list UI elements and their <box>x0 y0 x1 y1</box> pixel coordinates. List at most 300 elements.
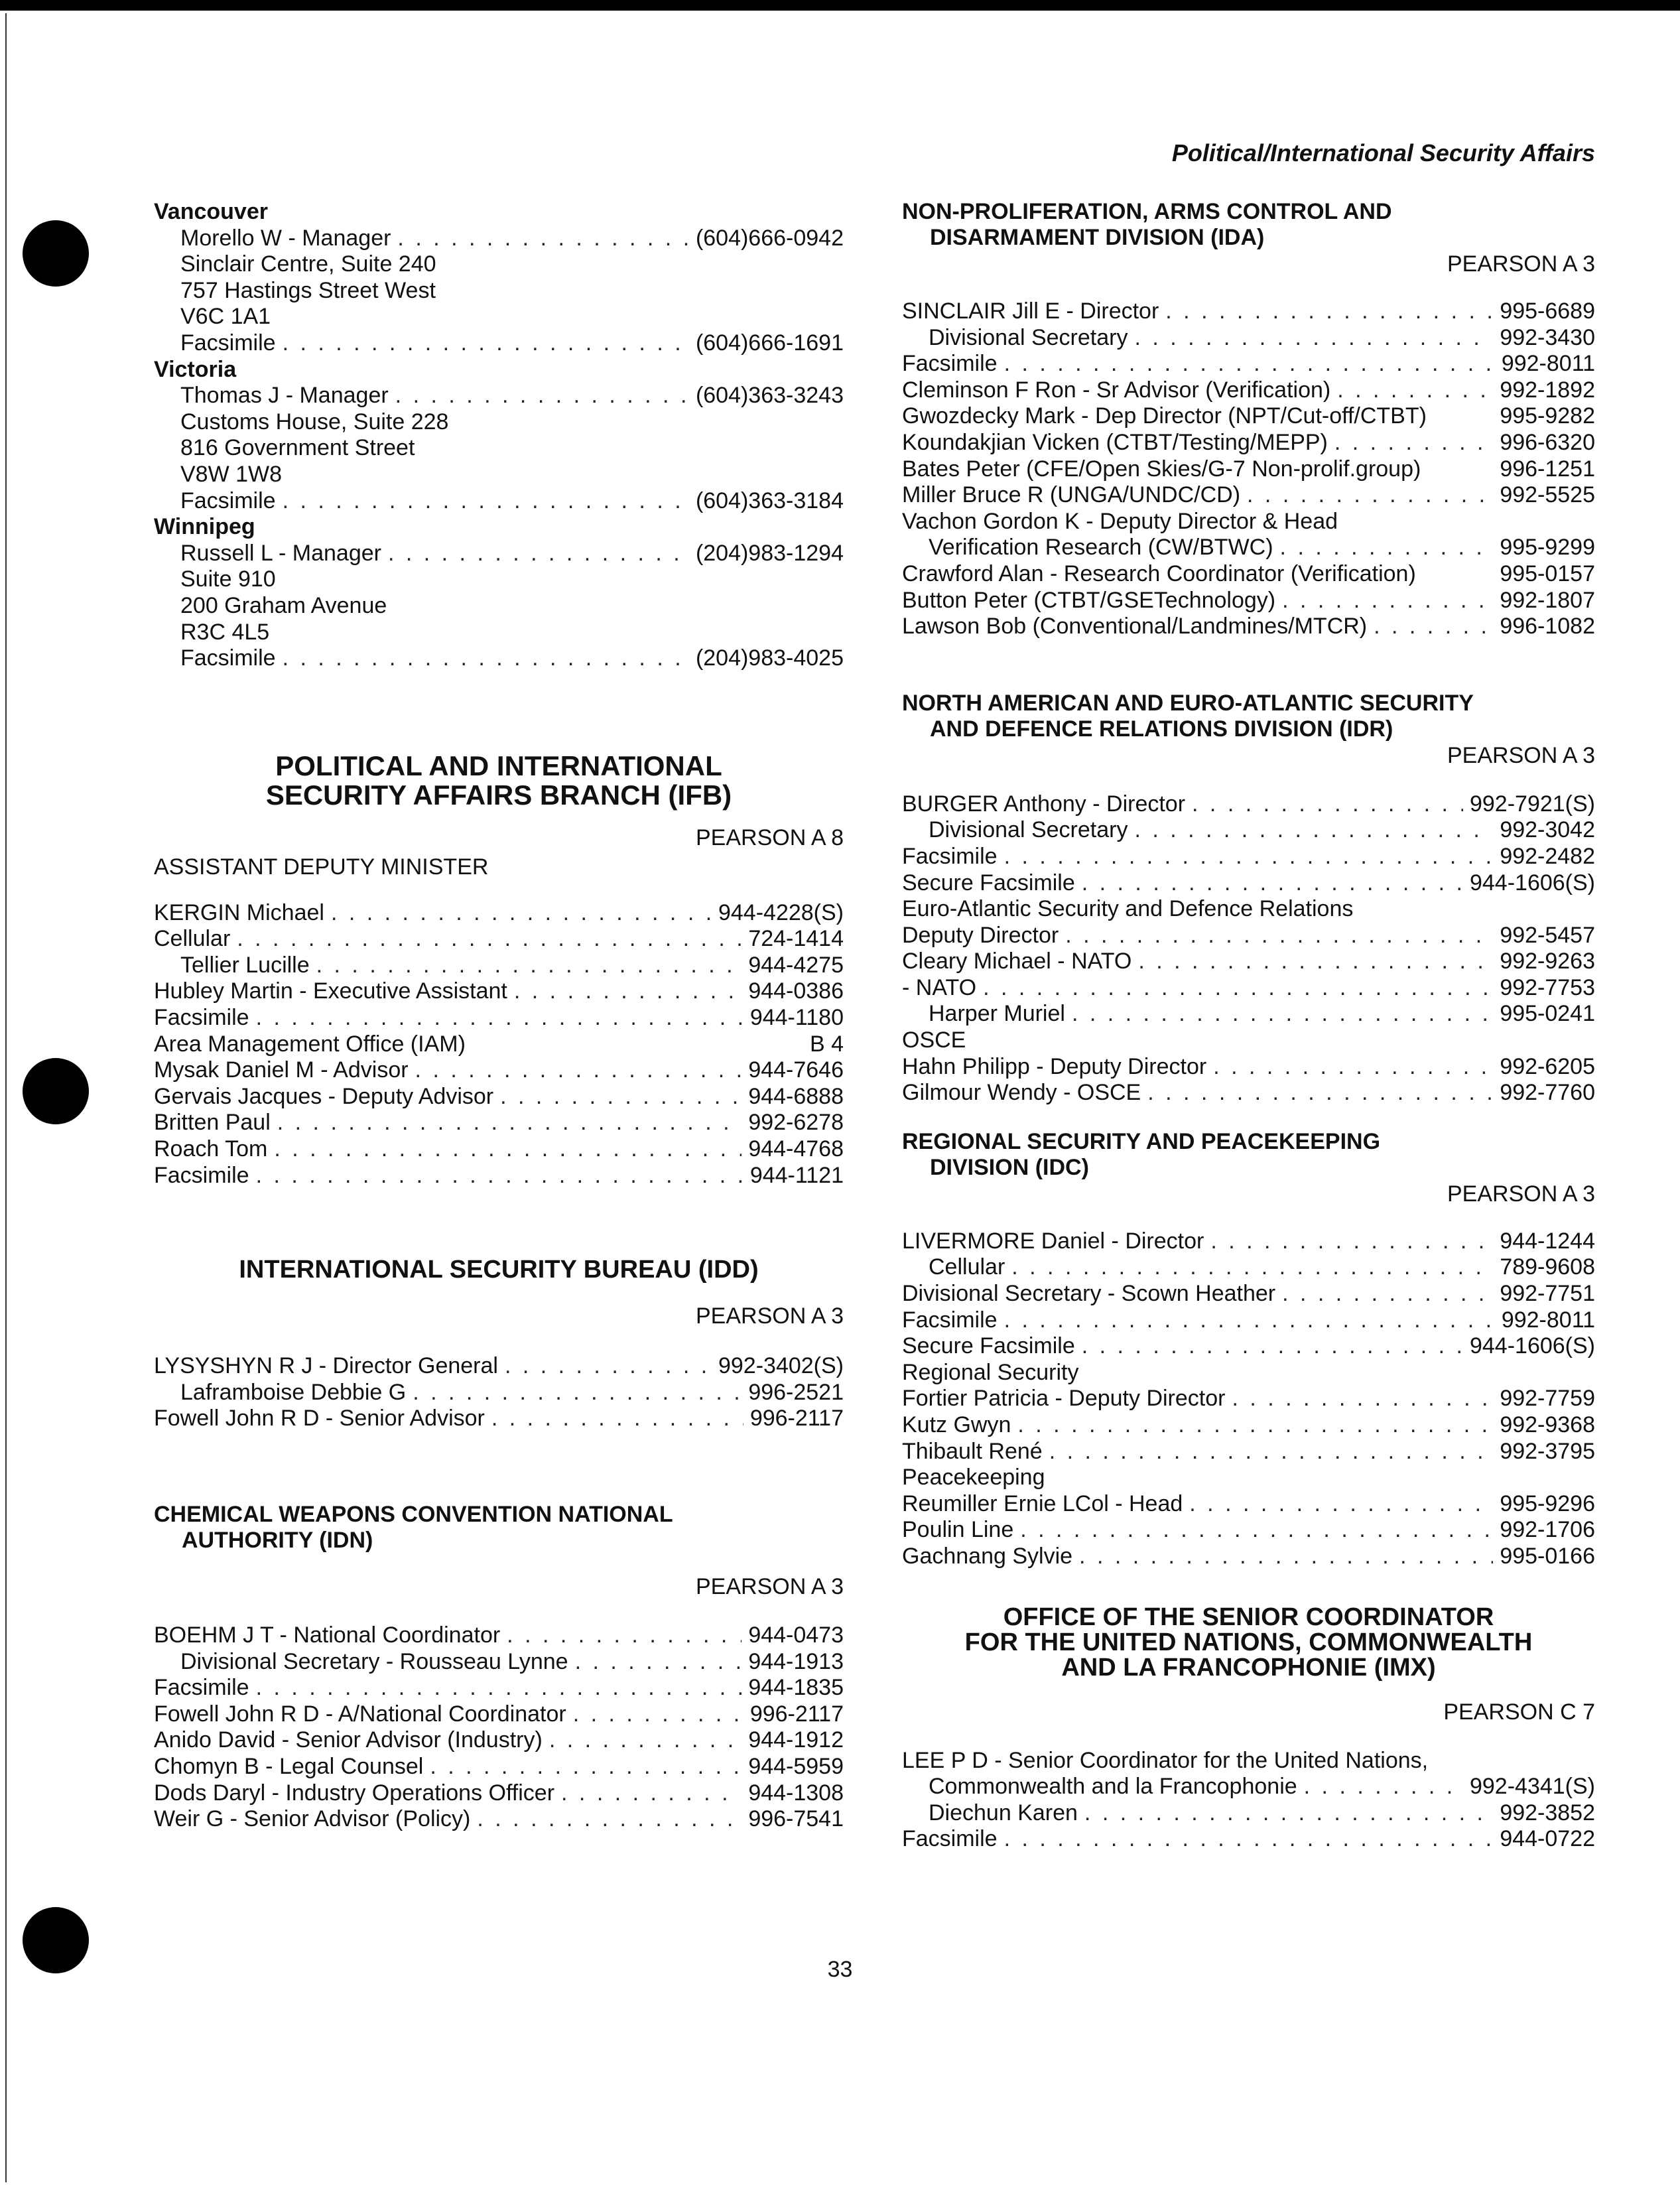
entry-name: Cleminson F Ron - Sr Advisor (Verification) <box>902 377 1331 403</box>
entry-name: Bates Peter (CFE/Open Skies/G-7 Non-prolif.group) <box>902 456 1421 482</box>
entry-phone: 996-1082 <box>1500 614 1595 639</box>
idc-title-line2: DIVISION (IDC) <box>930 1154 1089 1180</box>
entry-name: Divisional Secretary <box>929 817 1128 843</box>
dot-leader <box>1017 1412 1493 1439</box>
entry-name: LIVERMORE Daniel - Director <box>902 1228 1204 1254</box>
ifb-title <box>154 752 844 810</box>
directory-entry <box>902 949 1595 975</box>
entry-phone: 944-0386 <box>748 978 844 1004</box>
dot-leader <box>575 1649 742 1676</box>
entry-phone: 992-3430 <box>1500 324 1595 350</box>
imx-title-line2: FOR THE UNITED NATIONS, COMMONWEALTH <box>964 1628 1533 1656</box>
entry-name: Divisional Secretary - Scown Heather <box>902 1281 1276 1307</box>
entry-phone: 944-0473 <box>748 1622 844 1648</box>
dot-leader <box>1004 1826 1494 1853</box>
ida-title <box>902 199 1595 251</box>
directory-entry <box>154 1754 844 1780</box>
entry-name: Button Peter (CTBT/GSETechnology) <box>902 587 1276 613</box>
entry-phone: 992-1706 <box>1500 1517 1595 1543</box>
entry-name: Anido David - Senior Advisor (Industry) <box>154 1727 543 1753</box>
entry-phone: 992-6278 <box>748 1110 844 1136</box>
entry-phone: 944-1121 <box>749 1162 844 1188</box>
dot-leader <box>505 1353 712 1380</box>
entry-phone: 996-7541 <box>748 1806 844 1832</box>
directory-entry <box>902 1517 1595 1544</box>
idr-listing <box>902 791 1595 1106</box>
entry-name: SINCLAIR Jill E - Director <box>902 298 1159 324</box>
directory-entry <box>154 900 844 927</box>
directory-entry <box>902 535 1595 561</box>
entry-phone: 992-3042 <box>1500 817 1595 843</box>
directory-entry <box>902 975 1595 1002</box>
dot-leader <box>1189 1491 1493 1518</box>
directory-entry <box>902 456 1595 483</box>
entry-phone: 996-2117 <box>749 1406 844 1431</box>
entry-phone: 992-2482 <box>1500 843 1595 869</box>
directory-entry <box>902 1386 1595 1412</box>
dot-leader <box>1049 1439 1494 1465</box>
directory-entry <box>902 844 1595 870</box>
directory-entry <box>902 430 1595 456</box>
idr-title-line1: NORTH AMERICAN AND EURO-ATLANTIC SECURITY <box>902 690 1474 716</box>
entry-name: Dods Daryl - Industry Operations Officer <box>154 1780 555 1806</box>
idr-location: PEARSON A 3 <box>1447 742 1595 768</box>
entry-name: Commonwealth and la Francophonie <box>929 1774 1297 1800</box>
dot-leader <box>283 330 689 357</box>
entry-name: Secure Facsimile <box>902 870 1075 895</box>
entry-name: Roach Tom <box>154 1136 268 1162</box>
ida-title-line1: NON-PROLIFERATION, ARMS CONTROL AND <box>902 199 1392 224</box>
regional-offices <box>154 199 844 672</box>
entry-phone: 992-5525 <box>1500 482 1595 508</box>
directory-entry <box>154 1675 844 1701</box>
entry-name: Kutz Gwyn <box>902 1412 1011 1437</box>
dot-leader <box>1079 1544 1493 1570</box>
entry-phone: 995-9296 <box>1500 1490 1595 1516</box>
dot-leader <box>1082 870 1463 897</box>
directory-entry <box>902 1228 1595 1255</box>
directory-entry <box>902 817 1595 844</box>
dot-leader <box>274 1136 742 1163</box>
entry-phone: B 4 <box>809 1031 844 1057</box>
directory-entry <box>902 588 1595 614</box>
entry-name: Divisional Secretary <box>929 324 1128 350</box>
entry-phone: 944-1912 <box>748 1727 844 1753</box>
entry-name: Harper Muriel <box>929 1001 1065 1027</box>
idd-title: INTERNATIONAL SECURITY BUREAU (IDD) <box>239 1256 759 1284</box>
entry-phone: 996-2521 <box>748 1379 844 1405</box>
entry-phone: 944-4275 <box>748 952 844 978</box>
entry-name: Facsimile <box>180 488 276 513</box>
imx-title-line3: AND LA FRANCOPHONIE (IMX) <box>1061 1653 1436 1682</box>
entry-name: Facsimile <box>902 1307 998 1333</box>
entry-name: Verification Research (CW/BTWC) <box>929 535 1273 561</box>
dot-leader <box>277 1110 742 1136</box>
page-top-border <box>0 0 1680 11</box>
entry-phone: (604)363-3243 <box>695 383 844 409</box>
directory-entry <box>902 1465 1595 1491</box>
entry-phone: 944-1308 <box>748 1780 844 1806</box>
dot-leader <box>1011 1254 1493 1281</box>
entry-name: Sinclair Centre, Suite 240 <box>180 251 436 277</box>
entry-phone: 944-1835 <box>748 1675 844 1701</box>
entry-phone: 996-2117 <box>749 1701 844 1727</box>
directory-entry <box>154 1110 844 1136</box>
entry-name: Facsimile <box>902 1826 998 1852</box>
entry-name: Regional Security <box>902 1359 1079 1385</box>
directory-entry <box>154 462 844 488</box>
entry-name: V6C 1A1 <box>180 304 271 330</box>
idr-title-line2: AND DEFENCE RELATIONS DIVISION (IDR) <box>930 716 1393 742</box>
entry-name: Hubley Martin - Executive Assistant <box>154 978 507 1004</box>
entry-name: Secure Facsimile <box>902 1333 1075 1359</box>
entry-phone: 992-7921(S) <box>1469 791 1595 817</box>
entry-name: Facsimile <box>180 645 276 671</box>
entry-name: Crawford Alan - Research Coordinator (Verification) <box>902 561 1416 586</box>
entry-phone: (204)983-4025 <box>695 645 844 671</box>
city-heading: Vancouver <box>154 199 268 224</box>
idn-title-line1: CHEMICAL WEAPONS CONVENTION NATIONAL <box>154 1502 673 1527</box>
directory-entry <box>902 1439 1595 1465</box>
directory-entry <box>154 1780 844 1807</box>
dot-leader <box>413 1380 742 1406</box>
dot-leader <box>1334 430 1493 456</box>
entry-phone: 996-1251 <box>1500 456 1595 482</box>
idd-location: PEARSON A 3 <box>696 1303 844 1329</box>
dot-leader <box>1020 1517 1493 1544</box>
entry-name: Hahn Philipp - Deputy Director <box>902 1053 1207 1079</box>
entry-name: Cleary Michael - NATO <box>902 949 1132 974</box>
dot-leader <box>1004 351 1495 377</box>
entry-name: R3C 4L5 <box>180 619 270 645</box>
directory-entry <box>902 1826 1595 1853</box>
ifb-title-line1: POLITICAL AND INTERNATIONAL <box>275 750 722 781</box>
directory-entry <box>902 1054 1595 1081</box>
dot-leader <box>573 1701 743 1728</box>
directory-entry <box>154 1727 844 1754</box>
entry-phone: 996-6320 <box>1500 429 1595 455</box>
directory-entry <box>154 566 844 593</box>
directory-entry <box>154 1806 844 1833</box>
directory-entry <box>902 351 1595 377</box>
imx-title <box>902 1605 1595 1680</box>
entry-name: Russell L - Manager <box>180 540 381 566</box>
directory-entry <box>154 541 844 567</box>
entry-phone: 995-0241 <box>1500 1001 1595 1027</box>
entry-phone: 944-6888 <box>748 1083 844 1109</box>
directory-entry <box>154 1005 844 1031</box>
dot-leader <box>388 541 689 567</box>
ida-title-line2: DISARMAMENT DIVISION (IDA) <box>930 225 1265 250</box>
dot-leader <box>491 1406 743 1432</box>
directory-entry <box>902 1774 1595 1800</box>
dot-leader <box>1147 1080 1493 1106</box>
entry-name: BOEHM J T - National Coordinator <box>154 1622 501 1648</box>
entry-phone: 992-7751 <box>1500 1281 1595 1307</box>
entry-name: Lawson Bob (Conventional/Landmines/MTCR) <box>902 614 1368 639</box>
entry-name: Mysak Daniel M - Advisor <box>154 1057 409 1083</box>
entry-phone: 992-9368 <box>1500 1412 1595 1437</box>
dot-leader <box>561 1780 742 1807</box>
directory-entry <box>902 403 1595 430</box>
directory-entry <box>154 1136 844 1163</box>
directory-entry <box>902 923 1595 949</box>
directory-entry <box>902 561 1595 588</box>
entry-name: Thibault René <box>902 1438 1043 1464</box>
entry-name: Britten Paul <box>154 1110 271 1136</box>
city-heading: Victoria <box>154 356 237 382</box>
directory-entry <box>154 926 844 953</box>
entry-name: Thomas J - Manager <box>180 383 389 409</box>
entry-name: 816 Government Street <box>180 435 415 461</box>
directory-entry <box>154 1649 844 1676</box>
dot-leader <box>507 1622 742 1649</box>
idr-title <box>902 691 1595 742</box>
dot-leader <box>1210 1228 1493 1255</box>
entry-name: Gilmour Wendy - OSCE <box>902 1080 1141 1106</box>
idn-location: PEARSON A 3 <box>696 1574 844 1599</box>
dot-leader <box>1082 1333 1463 1360</box>
dot-leader <box>1280 535 1494 561</box>
ida-listing <box>902 298 1595 640</box>
ida-location: PEARSON A 3 <box>1447 251 1595 277</box>
directory-entry <box>154 330 844 357</box>
entry-name: Chomyn B - Legal Counsel <box>154 1753 424 1779</box>
entry-name: Facsimile <box>902 351 998 377</box>
entry-phone: 995-9299 <box>1500 535 1595 561</box>
dot-leader <box>1374 614 1493 640</box>
entry-phone: (604)666-1691 <box>695 330 844 356</box>
directory-entry <box>154 593 844 620</box>
entry-phone: 944-1606(S) <box>1469 870 1595 895</box>
dot-leader <box>256 1675 742 1701</box>
directory-entry <box>154 488 844 515</box>
dot-leader <box>1213 1054 1493 1081</box>
city-heading: Winnipeg <box>154 514 255 540</box>
dot-leader <box>256 1005 743 1031</box>
dot-leader <box>1065 923 1493 949</box>
dot-leader <box>397 226 689 252</box>
entry-phone: 992-3795 <box>1500 1438 1595 1464</box>
entry-name: Fowell John R D - Senior Advisor <box>154 1406 485 1431</box>
entry-name: Laframboise Debbie G <box>180 1379 407 1405</box>
directory-entry <box>902 791 1595 818</box>
directory-entry <box>154 1622 844 1649</box>
entry-phone: 992-8011 <box>1501 351 1595 377</box>
directory-entry <box>902 1333 1595 1360</box>
imx-title-line1: OFFICE OF THE SENIOR COORDINATOR <box>1003 1603 1494 1631</box>
right-column <box>902 199 1595 1853</box>
entry-name: OSCE <box>902 1027 966 1053</box>
dot-leader <box>1304 1774 1463 1800</box>
ifb-title-line2: SECURITY AFFAIRS BRANCH (IFB) <box>265 779 732 811</box>
dot-leader <box>1337 377 1493 404</box>
entry-name: Gachnang Sylvie <box>902 1543 1073 1569</box>
entry-phone: 995-0166 <box>1500 1543 1595 1569</box>
directory-entry <box>154 409 844 436</box>
idc-location: PEARSON A 3 <box>1447 1181 1595 1207</box>
left-column <box>154 199 844 1833</box>
dot-leader <box>549 1727 742 1754</box>
dot-leader <box>1004 1307 1495 1334</box>
entry-phone: (604)363-3184 <box>695 488 844 513</box>
ifb-listing <box>154 900 844 1189</box>
scan-edge-line <box>5 13 7 2182</box>
binder-hole <box>23 220 89 287</box>
directory-entry <box>154 1084 844 1110</box>
running-header: Political/International Security Affairs <box>1171 139 1595 166</box>
idc-title <box>902 1129 1595 1181</box>
dot-leader <box>1134 817 1493 844</box>
dot-leader <box>1232 1386 1493 1412</box>
directory-entry <box>902 870 1595 897</box>
entry-name: Fortier Patricia - Deputy Director <box>902 1386 1226 1412</box>
dot-leader <box>256 1163 743 1189</box>
dot-leader <box>283 645 689 672</box>
entry-name: Customs House, Suite 228 <box>180 409 449 434</box>
entry-name: V8W 1W8 <box>180 461 283 487</box>
dot-leader <box>395 383 689 409</box>
directory-entry <box>902 377 1595 404</box>
idn-title-line2: AUTHORITY (IDN) <box>182 1528 373 1553</box>
directory-entry <box>154 978 844 1005</box>
dot-leader <box>316 953 742 979</box>
entry-name: Reumiller Ernie LCol - Head <box>902 1490 1183 1516</box>
entry-phone: 944-0722 <box>1500 1826 1595 1852</box>
entry-name: KERGIN Michael <box>154 899 324 925</box>
entry-phone: 992-3402(S) <box>718 1353 844 1379</box>
entry-name: LYSYSHYN R J - Director General <box>154 1353 498 1379</box>
directory-entry <box>902 1544 1595 1570</box>
entry-phone: 992-1807 <box>1500 587 1595 613</box>
entry-name: 757 Hastings Street West <box>180 277 436 303</box>
entry-name: - NATO <box>902 974 977 1000</box>
entry-name: Tellier Lucille <box>180 952 310 978</box>
directory-entry <box>902 1800 1595 1827</box>
dot-leader <box>514 978 742 1005</box>
dot-leader <box>415 1057 742 1084</box>
entry-name: Cellular <box>154 926 231 952</box>
directory-entry <box>154 304 844 330</box>
entry-name: Facsimile <box>154 1675 249 1701</box>
entry-phone: 944-7646 <box>748 1057 844 1083</box>
imx-listing <box>902 1748 1595 1853</box>
dot-leader <box>1282 1281 1493 1307</box>
dot-leader <box>1247 482 1493 509</box>
entry-name: Gervais Jacques - Deputy Advisor <box>154 1083 494 1109</box>
binder-hole <box>23 1058 89 1124</box>
entry-name: Area Management Office (IAM) <box>154 1031 466 1057</box>
entry-name: Facsimile <box>154 1162 249 1188</box>
entry-phone: (204)983-1294 <box>695 540 844 566</box>
idc-listing <box>902 1228 1595 1570</box>
dot-leader <box>477 1806 742 1833</box>
directory-entry <box>154 251 844 278</box>
directory-entry <box>902 482 1595 509</box>
dot-leader <box>1138 949 1493 975</box>
entry-phone: 992-7760 <box>1500 1080 1595 1106</box>
dot-leader <box>500 1084 742 1110</box>
entry-phone: 944-1244 <box>1500 1228 1595 1254</box>
dot-leader <box>1072 1001 1493 1027</box>
dot-leader <box>1004 844 1494 870</box>
entry-phone: 944-5959 <box>748 1753 844 1779</box>
directory-entry <box>154 620 844 646</box>
directory-entry <box>902 1307 1595 1334</box>
entry-phone: 992-6205 <box>1500 1053 1595 1079</box>
entry-name: Morello W - Manager <box>180 225 391 251</box>
dot-leader <box>1165 298 1493 325</box>
entry-phone: 944-1606(S) <box>1469 1333 1595 1359</box>
entry-phone: 944-4228(S) <box>718 899 844 925</box>
directory-entry <box>902 509 1595 535</box>
entry-phone: 995-9282 <box>1500 403 1595 429</box>
entry-name: Koundakjian Vicken (CTBT/Testing/MEPP) <box>902 429 1328 455</box>
dot-leader <box>983 975 1493 1002</box>
dot-leader <box>283 488 689 515</box>
entry-name: LEE P D - Senior Coordinator for the United Nations, <box>902 1747 1429 1773</box>
directory-entry <box>902 1027 1595 1054</box>
directory-entry <box>154 1057 844 1084</box>
idn-listing <box>154 1622 844 1833</box>
entry-name: Euro-Atlantic Security and Defence Relations <box>902 896 1354 922</box>
directory-entry <box>902 1281 1595 1307</box>
imx-location: PEARSON C 7 <box>1443 1699 1595 1725</box>
dot-leader <box>1134 325 1493 352</box>
entry-name: Fowell John R D - A/National Coordinator <box>154 1701 566 1727</box>
entry-name: Gwozdecky Mark - Dep Director (NPT/Cut-off/CTBT) <box>902 403 1427 429</box>
directory-entry <box>902 1412 1595 1439</box>
dot-leader <box>1192 791 1463 818</box>
dot-leader <box>1282 588 1493 614</box>
entry-phone: 995-6689 <box>1500 298 1595 324</box>
entry-name: BURGER Anthony - Director <box>902 791 1186 817</box>
entry-name: Divisional Secretary - Rousseau Lynne <box>180 1648 568 1674</box>
entry-phone: 944-4768 <box>748 1136 844 1162</box>
directory-entry <box>154 1031 844 1058</box>
entry-name: Peacekeeping <box>902 1465 1045 1490</box>
directory-entry <box>902 614 1595 640</box>
directory-entry <box>154 1380 844 1406</box>
entry-phone: 944-1913 <box>748 1648 844 1674</box>
directory-entry <box>902 298 1595 325</box>
entry-phone: 992-7759 <box>1500 1386 1595 1412</box>
directory-entry <box>902 1360 1595 1386</box>
entry-name: Miller Bruce R (UNGA/UNDC/CD) <box>902 482 1241 508</box>
dot-leader <box>1084 1800 1493 1827</box>
ifb-location: PEARSON A 8 <box>696 825 844 850</box>
directory-entry <box>902 1491 1595 1518</box>
dot-leader <box>237 926 742 953</box>
directory-entry <box>902 896 1595 923</box>
directory-entry <box>154 1353 844 1380</box>
idc-title-line1: REGIONAL SECURITY AND PEACEKEEPING <box>902 1128 1381 1154</box>
entry-name: Vachon Gordon K - Deputy Director & Head <box>902 508 1338 534</box>
directory-entry <box>902 1080 1595 1106</box>
entry-name: Facsimile <box>154 1005 249 1031</box>
entry-phone: 992-3852 <box>1500 1800 1595 1825</box>
entry-name: Weir G - Senior Advisor (Policy) <box>154 1806 471 1832</box>
entry-name: Suite 910 <box>180 566 276 592</box>
entry-name: Facsimile <box>180 330 276 356</box>
entry-phone: 724-1414 <box>748 926 844 952</box>
directory-entry <box>902 1001 1595 1027</box>
directory-entry <box>902 1748 1595 1774</box>
idn-title <box>154 1502 844 1554</box>
directory-entry <box>154 645 844 672</box>
entry-phone: 992-7753 <box>1500 974 1595 1000</box>
directory-entry <box>154 953 844 979</box>
